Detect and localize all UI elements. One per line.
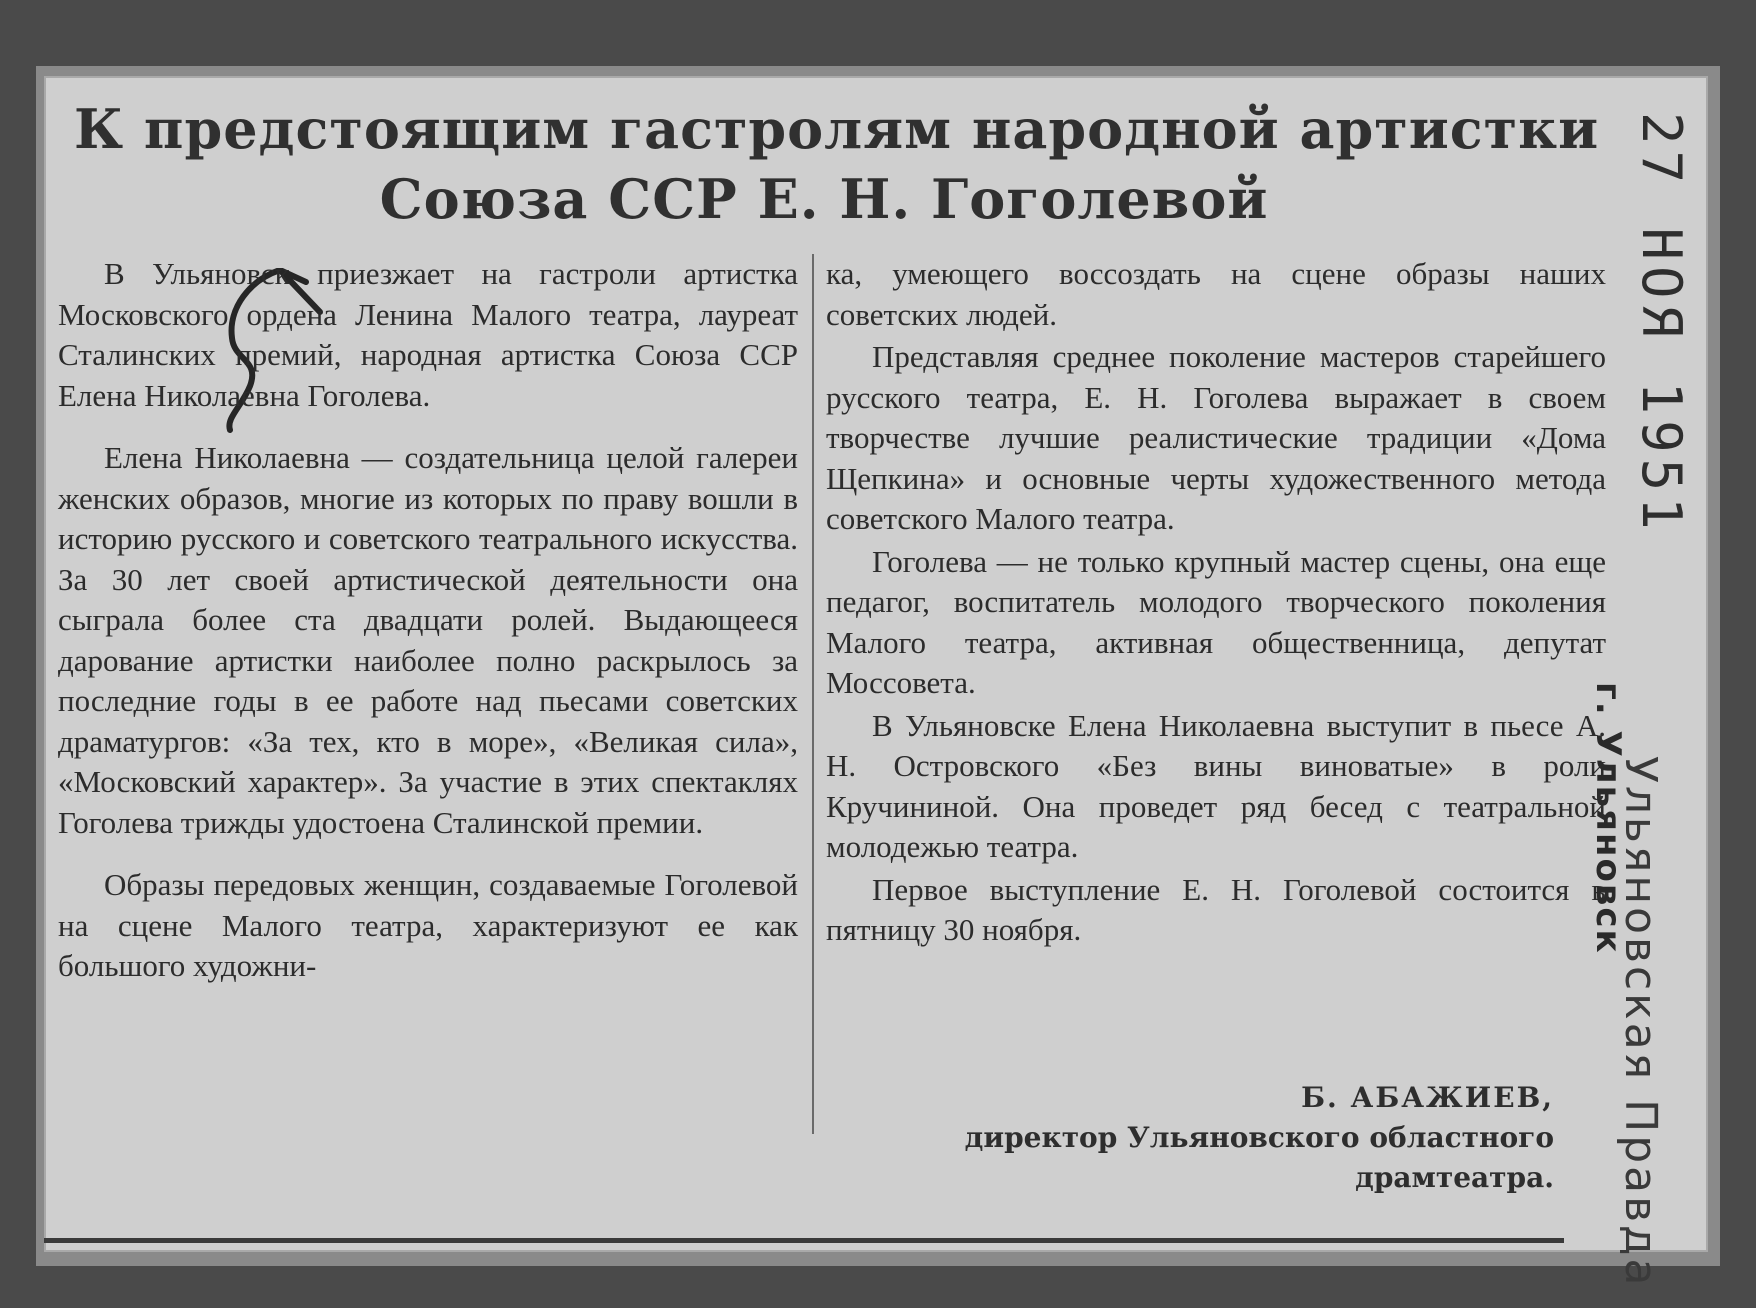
author-title-line-2: драмтеатра. (1355, 1161, 1554, 1194)
headline-line-2: Союза ССР Е. Н. Гоголевой (379, 167, 1269, 231)
city-stamp: г. Ульяновск (1588, 682, 1628, 955)
paragraph: Первое выступление Е. Н. Гоголевой состоится в пятницу 30 ноября. (826, 871, 1606, 947)
newspaper-clipping (44, 76, 1708, 1289)
author-title-line-1: директор Ульяновского областного (964, 1121, 1554, 1154)
newspaper-stamp: Ульяновская Правда (1615, 756, 1666, 1289)
article-column-right (826, 254, 1606, 953)
paragraph: Образы передовых женщин, создаваемые Гоголевой на сцене Малого театра, характеризуют ее как большого художни- (58, 867, 798, 983)
paragraph: Елена Николаевна — создательница целой галереи женских образов, многие из которых по праву вошли в историю русского и советского театрального искусства. За 30 лет своей артистической деятельности она сыграла более ста двадцати ролей. Выдающееся дарование артистки наиболее полно раскрылось за последние годы в ее работе над пьесами советских драматургов: «За тех, кто в море», «Великая сила», «Московский характер». За участие в этих спектаклях Гоголева трижды удостоена Сталинской премии. (58, 440, 798, 840)
article-headline (74, 94, 1600, 234)
paragraph: В Ульяновск приезжает на гастроли артистка Московского ордена Ленина Малого театра, лауреат Сталинских премий, народная артистка Союза ССР Елена Николаевна Гоголева. (58, 256, 798, 413)
headline-line-1: К предстоящим гастролям народной артистки (74, 97, 1600, 161)
paragraph: В Ульяновске Елена Николаевна выступит в пьесе А. Н. Островского «Без вины виноватые» в роли Кручининой. Она проведет ряд бесед с театральной молодежью театра. (826, 707, 1606, 864)
paragraph: Гоголева — не только крупный мастер сцены, она еще педагог, воспитатель молодого творческого поколения Малого театра, активная общественница, депутат Моссовета. (826, 543, 1606, 700)
article-column-left (58, 254, 798, 1009)
author-signature (864, 1078, 1554, 1198)
date-stamp: 27 НОЯ 1951 (1630, 112, 1693, 536)
paragraph: ка, умеющего воссоздать на сцене образы наших советских людей. (826, 256, 1606, 332)
author-name: Б. АБАЖИЕВ, (1301, 1081, 1554, 1114)
paragraph: Представляя среднее поколение мастеров старейшего русского театра, Е. Н. Гоголева выражает в своем творчестве лучшие реалистические традиции «Дома Щепкина» и основные черты художественного метода советского Малого театра. (826, 339, 1606, 536)
bottom-rule (44, 1238, 1564, 1243)
column-divider (812, 254, 814, 1134)
